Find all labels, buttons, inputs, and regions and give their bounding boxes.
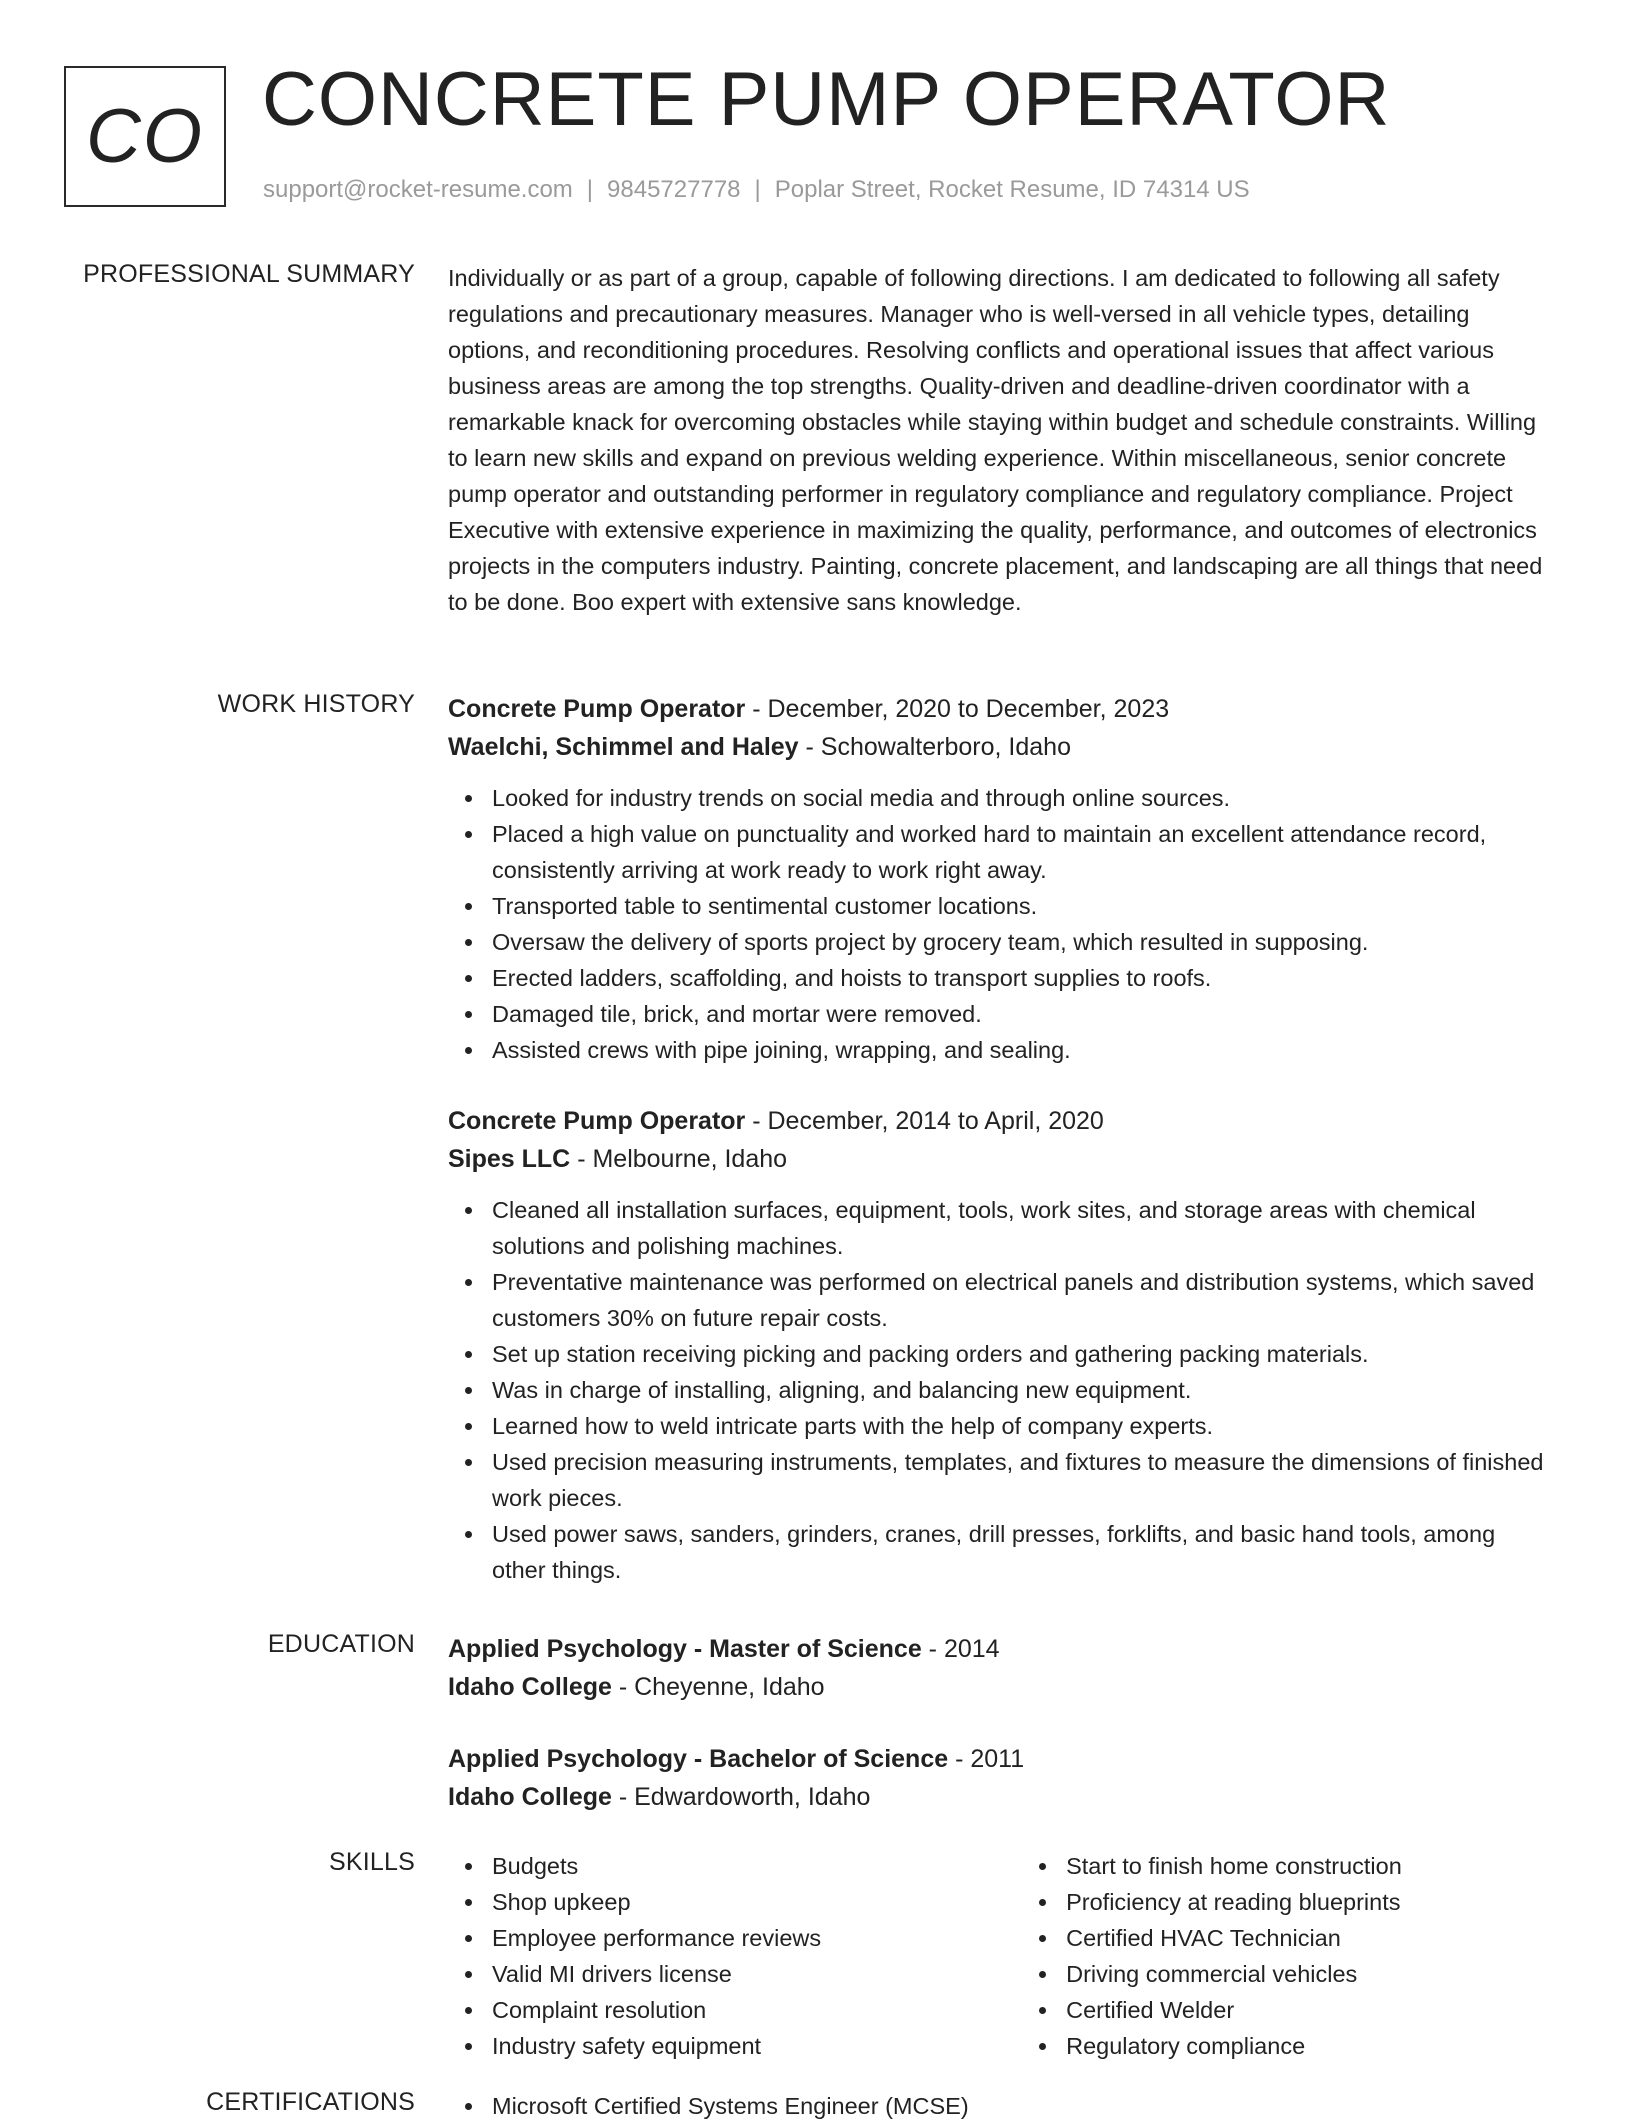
job-company-line	[448, 1140, 1548, 1178]
education-degree-line	[448, 1740, 1548, 1778]
education-school-line	[448, 1668, 1548, 1706]
summary-text: Individually or as part of a group, capable of following directions. I am dedicated to following all safety regulations and precautionary measures. Manager who is well-versed in all vehicle types, detailing options, and reconditioning procedures. Resolving conflicts and operational issues that affect various business areas are among the top strengths. Quality-driven and deadline-driven coordinator with a remarkable knack for overcoming obstacles while staying within budget and schedule constraints. Willing to learn new skills and expand on previous welding experience. Within miscellaneous, senior concrete pump operator and outstanding performer in regulatory compliance and regulatory compliance. Project Executive with extensive experience in maximizing the quality, performance, and outcomes of electronics projects in the computers industry. Painting, concrete placement, and landscaping are all things that need to be done. Boo expert with extensive sans knowledge.	[448, 265, 1543, 615]
certifications-title: CERTIFICATIONS	[206, 2088, 415, 2116]
skills-body	[448, 1848, 1548, 2064]
certifications-list	[448, 2088, 1548, 2124]
list-item: Budgets	[492, 1848, 1022, 1884]
education-location: - Cheyenne, Idaho	[611, 1673, 825, 1701]
education-body	[448, 1630, 1548, 1816]
list-item: Oversaw the delivery of sports project by grocery team, which resulted in supposing.	[492, 924, 1548, 960]
education-year: - 2011	[948, 1745, 1025, 1773]
education-degree-line	[448, 1630, 1548, 1668]
list-item: Erected ladders, scaffolding, and hoists to transport supplies to roofs.	[492, 960, 1548, 996]
entry-spacer	[448, 1068, 1548, 1102]
work-body	[448, 690, 1548, 1588]
education-location: - Edwardoworth, Idaho	[611, 1783, 871, 1811]
list-item: Valid MI drivers license	[492, 1956, 1022, 1992]
job-location: - Schowalterboro, Idaho	[798, 733, 1071, 761]
list-item: Set up station receiving picking and packing orders and gathering packing materials.	[492, 1336, 1548, 1372]
entry-spacer	[448, 1706, 1548, 1740]
skills-list-right	[1022, 1848, 1548, 2064]
list-item: Certified Welder	[1066, 1992, 1548, 2028]
job-role-line	[448, 1102, 1548, 1140]
education-entry	[448, 1740, 1548, 1816]
list-item: Used power saws, sanders, grinders, cranes, drill presses, forklifts, and basic hand tools, among other things.	[492, 1516, 1548, 1588]
education-title: EDUCATION	[267, 1630, 415, 1658]
job-role: Concrete Pump Operator	[448, 695, 746, 723]
list-item: Cleaned all installation surfaces, equipment, tools, work sites, and storage areas with chemical solutions and polishing machines.	[492, 1192, 1548, 1264]
list-item: Was in charge of installing, aligning, and balancing new equipment.	[492, 1372, 1548, 1408]
certifications-body	[448, 2088, 1548, 2124]
contact-separator: |	[586, 176, 594, 203]
job-bullets	[448, 1192, 1548, 1588]
list-item: Driving commercial vehicles	[1066, 1956, 1548, 1992]
list-item: Looked for industry trends on social media and through online sources.	[492, 780, 1548, 816]
work-title: WORK HISTORY	[217, 690, 415, 718]
job-company: Waelchi, Schimmel and Haley	[448, 733, 799, 761]
skills-title: SKILLS	[329, 1848, 415, 1876]
job-company-line	[448, 728, 1548, 766]
skills-columns	[448, 1848, 1548, 2064]
list-item: Complaint resolution	[492, 1992, 1022, 2028]
education-school: Idaho College	[448, 1783, 612, 1811]
monogram: CO	[64, 66, 226, 207]
list-item: Assisted crews with pipe joining, wrapping, and sealing.	[492, 1032, 1548, 1068]
summary-body	[448, 260, 1548, 620]
job-location: - Melbourne, Idaho	[570, 1145, 788, 1173]
education-school: Idaho College	[448, 1673, 612, 1701]
list-item: Proficiency at reading blueprints	[1066, 1884, 1548, 1920]
list-item: Shop upkeep	[492, 1884, 1022, 1920]
education-degree: Applied Psychology - Bachelor of Science	[448, 1745, 949, 1773]
candidate-name: CONCRETE PUMP OPERATOR	[262, 57, 1391, 142]
job-role: Concrete Pump Operator	[448, 1107, 746, 1135]
job-company: Sipes LLC	[448, 1145, 571, 1173]
contact-phone[interactable]: 9845727778	[607, 176, 741, 203]
list-item: Industry safety equipment	[492, 2028, 1022, 2064]
education-school-line	[448, 1778, 1548, 1816]
list-item: Used precision measuring instruments, templates, and fixtures to measure the dimensions of finished work pieces.	[492, 1444, 1548, 1516]
list-item: Damaged tile, brick, and mortar were removed.	[492, 996, 1548, 1032]
summary-title: PROFESSIONAL SUMMARY	[83, 260, 415, 288]
contact-separator: |	[754, 176, 761, 203]
job-entry	[448, 690, 1548, 1068]
list-item: Preventative maintenance was performed on electrical panels and distribution systems, which saved customers 30% on future repair costs.	[492, 1264, 1548, 1336]
list-item: Learned how to weld intricate parts with the help of company experts.	[492, 1408, 1548, 1444]
job-role-line	[448, 690, 1548, 728]
list-item: Employee performance reviews	[492, 1920, 1022, 1956]
list-item: Start to finish home construction	[1066, 1848, 1548, 1884]
job-entry	[448, 1102, 1548, 1588]
education-entry	[448, 1630, 1548, 1706]
list-item: Placed a high value on punctuality and worked hard to maintain an excellent attendance record, consistently arriving at work ready to work right away.	[492, 816, 1548, 888]
job-dates: - December, 2014 to April, 2020	[745, 1107, 1104, 1135]
list-item: Regulatory compliance	[1066, 2028, 1548, 2064]
education-degree: Applied Psychology - Master of Science	[448, 1635, 922, 1663]
list-item: Transported table to sentimental customer locations.	[492, 888, 1548, 924]
contact-line	[263, 176, 1250, 204]
job-bullets	[448, 780, 1548, 1068]
contact-address: Poplar Street, Rocket Resume, ID 74314 US	[774, 176, 1250, 203]
skills-list-left	[448, 1848, 1022, 2064]
list-item: Certified HVAC Technician	[1066, 1920, 1548, 1956]
contact-email[interactable]: support@rocket-resume.com	[263, 176, 573, 203]
job-dates: - December, 2020 to December, 2023	[745, 695, 1170, 723]
education-year: - 2014	[921, 1635, 1000, 1663]
list-item: Microsoft Certified Systems Engineer (MCSE)	[492, 2088, 1548, 2124]
